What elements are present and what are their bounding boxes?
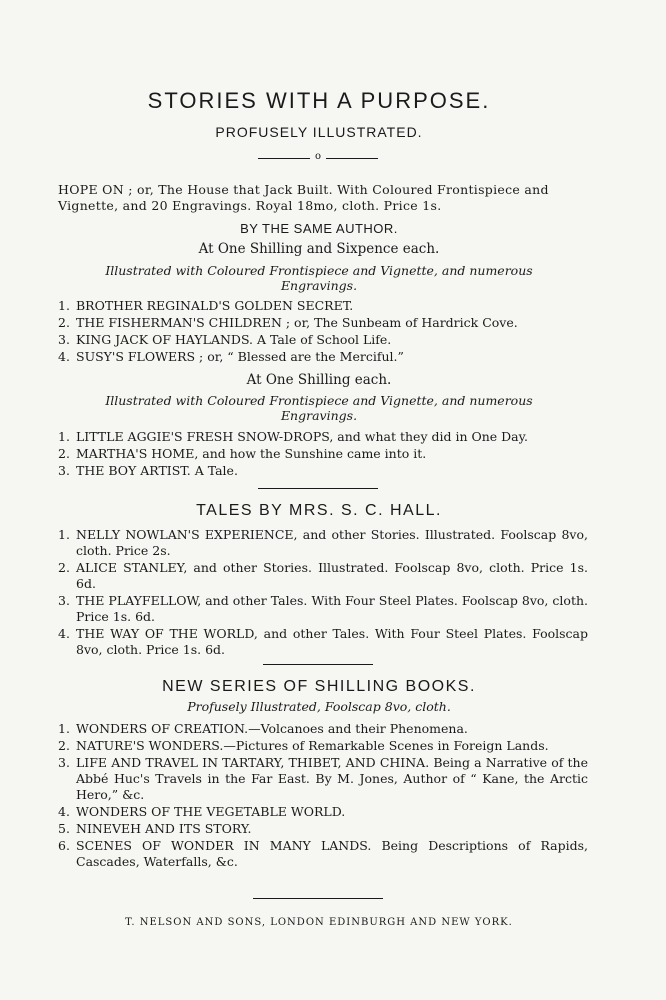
section-rule xyxy=(253,898,383,899)
list-item: 3. KING JACK OF HAYLANDS. A Tale of School Life. xyxy=(58,332,392,347)
list-item: 3. THE BOY ARTIST. A Tale. xyxy=(58,463,238,478)
shilling-books-title: NEW SERIES OF SHILLING BOOKS. xyxy=(162,678,476,695)
tales-title: TALES BY MRS. S. C. HALL. xyxy=(196,502,442,519)
by-same-author-heading: BY THE SAME AUTHOR. xyxy=(240,221,398,236)
tales-list xyxy=(58,527,588,659)
list-item: 2. ALICE STANLEY, and other Stories. Illustrated. Foolscap 8vo, cloth. Price 1s. 6d. xyxy=(58,560,588,591)
ornament-divider: o xyxy=(258,152,378,164)
group2-illustrated-note: Illustrated with Coloured Frontispiece and Vignette, and numerous Engravings. xyxy=(105,393,533,423)
list-item: 4. THE WAY OF THE WORLD, and other Tales. With Four Steel Plates. Foolscap 8vo, cloth. Price 1s. 6d. xyxy=(58,626,588,657)
page-subtitle: PROFUSELY ILLUSTRATED. xyxy=(215,124,423,140)
shilling-books-subtitle: Profusely Illustrated, Foolscap 8vo, cloth. xyxy=(187,699,451,714)
section-rule xyxy=(263,664,373,665)
list-item: 1. WONDERS OF CREATION.—Volcanoes and their Phenomena. xyxy=(58,721,468,736)
page-title: STORIES WITH A PURPOSE. xyxy=(147,88,491,113)
group1-price-heading: At One Shilling and Sixpence each. xyxy=(198,241,440,257)
list-item: 4. WONDERS OF THE VEGETABLE WORLD. xyxy=(58,804,346,819)
list-item: 2. NATURE'S WONDERS.—Pictures of Remarkable Scenes in Foreign Lands. xyxy=(58,738,549,753)
group2-list xyxy=(58,429,588,480)
group2-price-heading: At One Shilling each. xyxy=(246,372,392,388)
list-item: 1. BROTHER REGINALD'S GOLDEN SECRET. xyxy=(58,298,354,313)
list-item: 6. SCENES OF WONDER IN MANY LANDS. Being Descriptions of Rapids, Cascades, Waterfalls, &c. xyxy=(58,838,588,869)
list-item: 1. NELLY NOWLAN'S EXPERIENCE, and other Stories. Illustrated. Foolscap 8vo, cloth. Price 2s. xyxy=(58,527,588,558)
section-rule xyxy=(258,488,378,489)
hope-on-entry: HOPE ON ; or, The House that Jack Built. With Coloured Frontispiece and Vignette, and 20 Engravings. Royal 18mo, cloth. Price 1s. xyxy=(58,182,549,213)
list-item: 2. MARTHA'S HOME, and how the Sunshine came into it. xyxy=(58,446,427,461)
group1-illustrated-note: Illustrated with Coloured Frontispiece and Vignette, and numerous Engravings. xyxy=(105,263,533,293)
list-item: 4. SUSY'S FLOWERS ; or, “ Blessed are the Merciful.” xyxy=(58,349,404,364)
list-item: 3. LIFE AND TRAVEL IN TARTARY, THIBET, AND CHINA. Being a Narrative of the Abbé Huc's Travels in the Far East. By M. Jones, Author of “ Kane, the Arctic Hero,” &c. xyxy=(58,755,588,802)
list-item: 3. THE PLAYFELLOW, and other Tales. With Four Steel Plates. Foolscap 8vo, cloth. Price 1s. 6d. xyxy=(58,593,588,624)
list-item: 1. LITTLE AGGIE'S FRESH SNOW-DROPS, and what they did in One Day. xyxy=(58,429,528,444)
list-item: 2. THE FISHERMAN'S CHILDREN ; or, The Sunbeam of Hardrick Cove. xyxy=(58,315,518,330)
shilling-list xyxy=(58,721,588,871)
group1-list xyxy=(58,298,588,366)
publisher-imprint: T. NELSON AND SONS, LONDON EDINBURGH AND NEW YORK. xyxy=(125,917,513,928)
list-item: 5. NINEVEH AND ITS STORY. xyxy=(58,821,252,836)
